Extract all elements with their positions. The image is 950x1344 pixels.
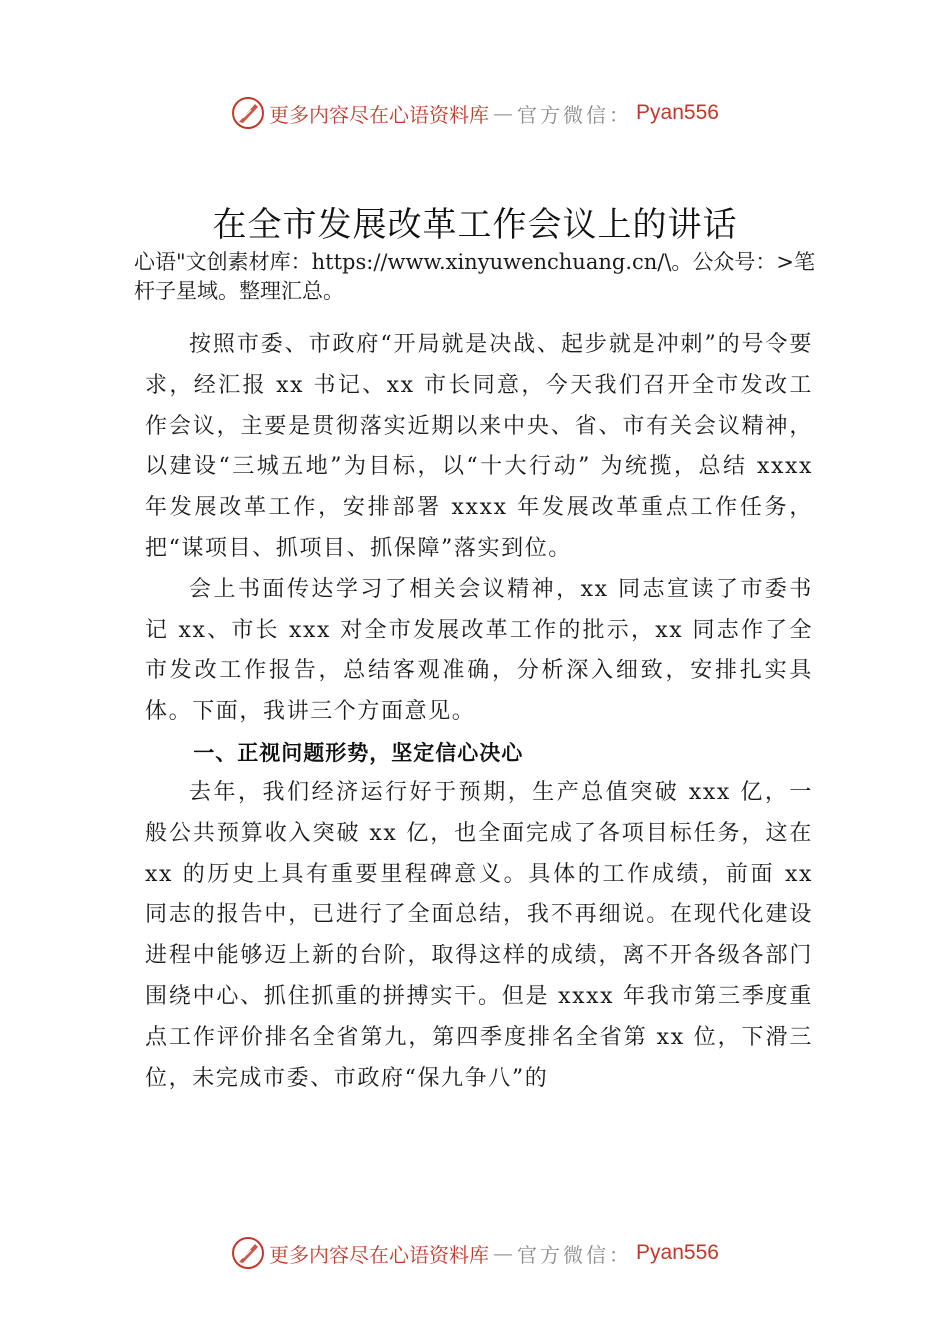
document-body [145, 325, 813, 1099]
watermark-wechat-id: Pyan556 [636, 1241, 719, 1264]
quill-logo-icon [231, 96, 265, 130]
paragraph-intro: 按照市委、市政府“开局就是决战、起步就是冲刺”的号令要求，经汇报 xx 书记、xx 市长同意，今天我们召开全市发改工作会议，主要是贯彻落实近期以来中央、省、市有关会议精神，以建设“三城五地”为目标，以“十大行动” 为统揽，总结 xxxx 年发展改革工作，安排部署 xxxx 年发展改革重点工作任务，把“谋项目、抓项目、抓保障”落实到位。 [145, 332, 813, 561]
watermark-wechat-label: 官方微信： [517, 102, 633, 127]
watermark-wechat-id: Pyan556 [636, 101, 719, 124]
watermark-main-text: 更多内容尽在心语资料库 [269, 102, 490, 127]
watermark-footer [0, 1236, 950, 1270]
watermark-main-text: 更多内容尽在心语资料库 [269, 1242, 490, 1267]
paragraph-section-one: 去年，我们经济运行好于预期，生产总值突破 xxx 亿，一般公共预算收入突破 xx 亿，也全面完成了各项目标任务，这在 xx 的历史上具有重要里程碑意义。具体的工作成绩，前面 xx 同志的报告中，已进行了全面总结，我不再细说。在现代化建设进程中能够迈上新的台阶，取得这样的成绩，离不开各级各部门围绕中心、抓住抓重的拼搏实干。但是 xxxx 年我市第三季度重点工作评价排名全省第九，第四季度排名全省第 xx 位，下滑三位，未完成市委、市政府“保九争八”的 [145, 779, 813, 1091]
watermark-separator: — [493, 101, 514, 125]
paragraph-meeting-summary: 会上书面传达学习了相关会议精神，xx 同志宣读了市委书记 xx、市长 xxx 对全市发展改革工作的批示，xx 同志作了全市发改工作报告，总结客观准确，分析深入细致，安排扎实具体。下面，我讲三个方面意见。 [145, 576, 813, 725]
quill-logo-icon [231, 1236, 265, 1270]
watermark-separator: — [493, 1241, 514, 1265]
watermark-wechat-label: 官方微信： [517, 1242, 633, 1267]
section-heading: 一、正视问题形势，坚定信心决心 [193, 740, 524, 765]
document-title: 在全市发展改革工作会议上的讲话 [212, 205, 738, 245]
source-note: 心语"文创素材库：https://www.xinyuwenchuang.cn/\。公众号：>笔杆子星域。整理汇总。 [134, 250, 816, 303]
watermark-header [0, 96, 950, 130]
